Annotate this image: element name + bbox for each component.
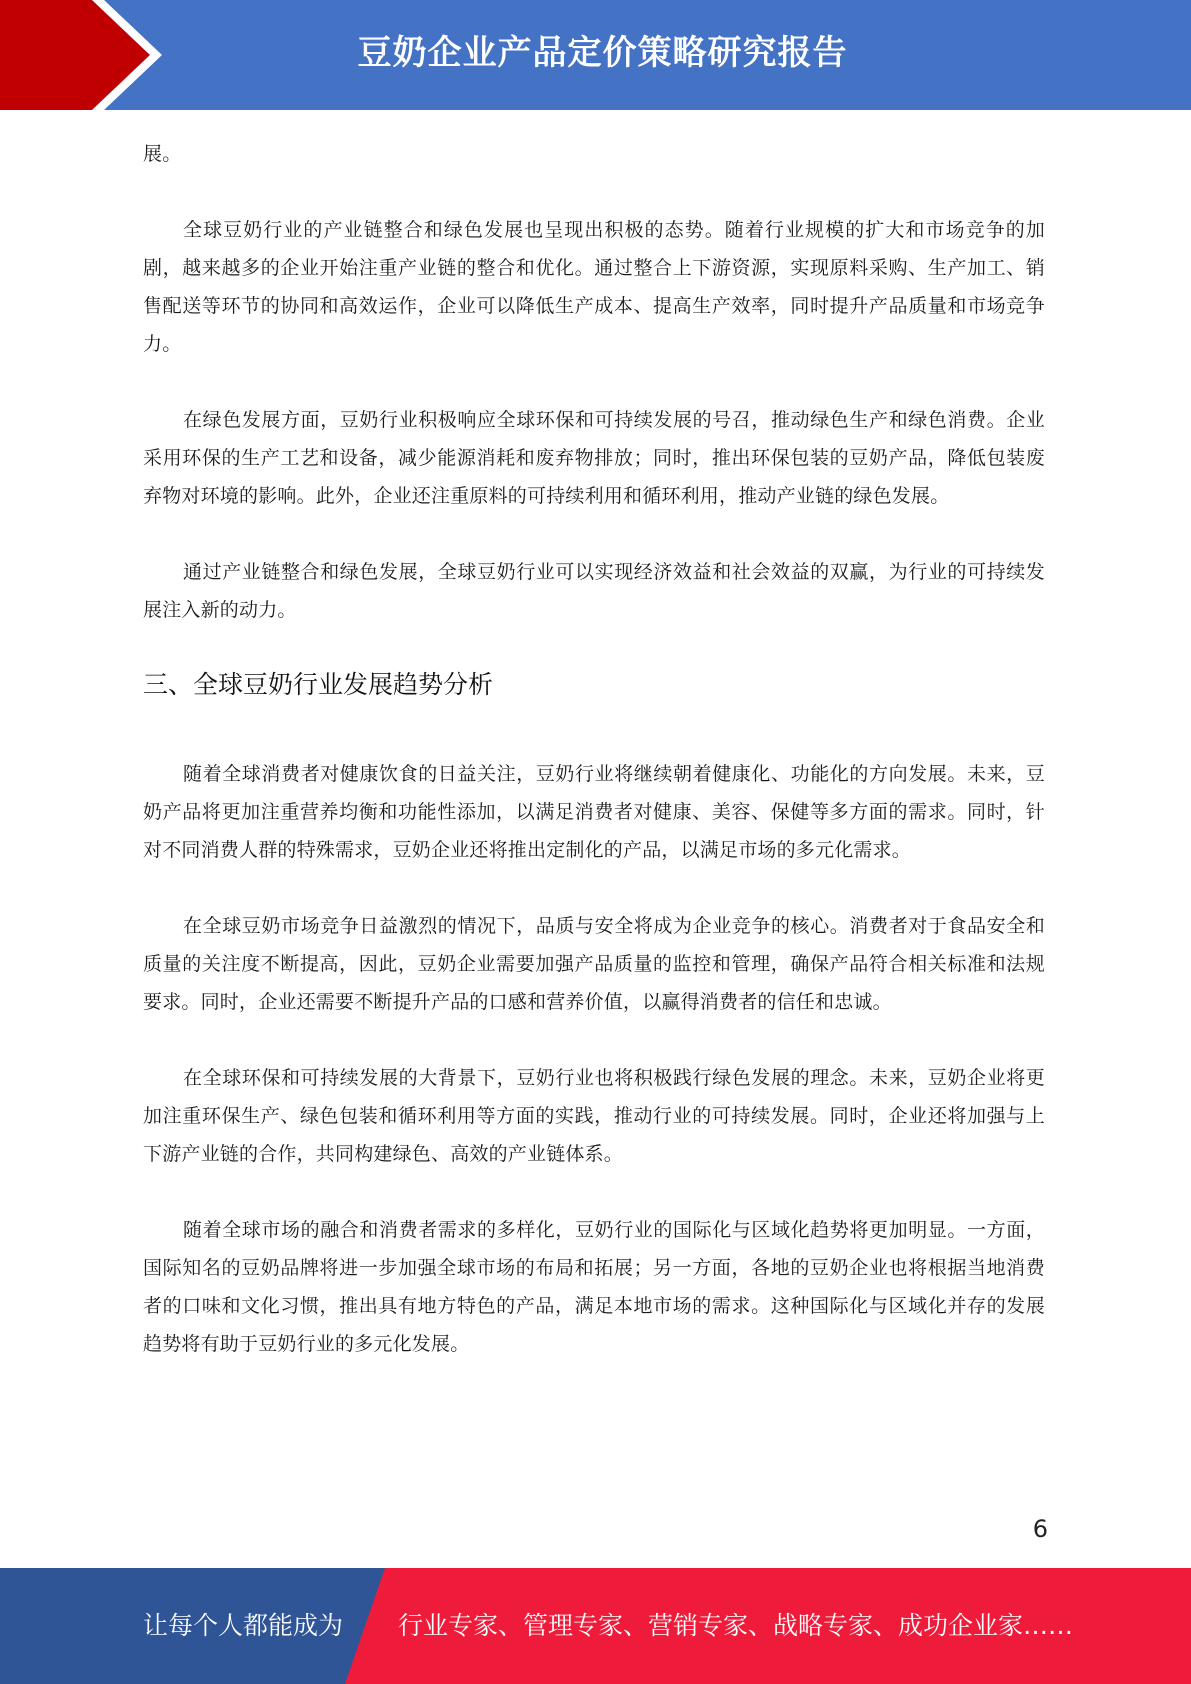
paragraph-quality-safety: 在全球豆奶市场竞争日益激烈的情况下，品质与安全将成为企业竞争的核心。消费者对于食品安全和质量的关注度不断提高，因此，豆奶企业需要加强产品质量的监控和管理，确保产品符合相关标准和法规要求。同时，企业还需要不断提升产品的口感和营养价值，以赢得消费者的信任和忠诚。 bbox=[143, 915, 1045, 1013]
page-header bbox=[0, 0, 1191, 110]
paragraph-win-win: 通过产业链整合和绿色发展，全球豆奶行业可以实现经济效益和社会效益的双赢，为行业的可持续发展注入新的动力。 bbox=[143, 561, 1045, 621]
section-heading: 三、全球豆奶行业发展趋势分析 bbox=[143, 670, 494, 699]
paragraph-continuation: 展。 bbox=[143, 143, 182, 165]
paragraph-industry-chain: 全球豆奶行业的产业链整合和绿色发展也呈现出积极的态势。随着行业规模的扩大和市场竞争的加剧，越来越多的企业开始注重产业链的整合和优化。通过整合上下游资源，实现原料采购、生产加工、销售配送等环节的协同和高效运作，企业可以降低生产成本、提高生产效率，同时提升产品质量和市场竞争力。 bbox=[143, 219, 1045, 355]
paragraph-health-trend: 随着全球消费者对健康饮食的日益关注，豆奶行业将继续朝着健康化、功能化的方向发展。未来，豆奶产品将更加注重营养均衡和功能性添加，以满足消费者对健康、美容、保健等多方面的需求。同时，针对不同消费人群的特殊需求，豆奶企业还将推出定制化的产品，以满足市场的多元化需求。 bbox=[143, 763, 1045, 861]
page-content bbox=[143, 135, 1045, 1363]
document-title: 豆奶企业产品定价策略研究报告 bbox=[357, 33, 848, 73]
page-number: 6 bbox=[1032, 1515, 1048, 1543]
paragraph-internationalization: 随着全球市场的融合和消费者需求的多样化，豆奶行业的国际化与区域化趋势将更加明显。一方面，国际知名的豆奶品牌将进一步加强全球市场的布局和拓展；另一方面，各地的豆奶企业也将根据当地消费者的口味和文化习惯，推出具有地方特色的产品，满足本地市场的需求。这种国际化与区域化并存的发展趋势将有助于豆奶行业的多元化发展。 bbox=[143, 1219, 1045, 1355]
footer-slogan-right: 行业专家、管理专家、营销专家、战略专家、成功企业家…… bbox=[398, 1611, 1074, 1640]
paragraph-green-development: 在绿色发展方面，豆奶行业积极响应全球环保和可持续发展的号召，推动绿色生产和绿色消费。企业采用环保的生产工艺和设备，减少能源消耗和废弃物排放；同时，推出环保包装的豆奶产品，降低包装废弃物对环境的影响。此外，企业还注重原料的可持续利用和循环利用，推动产业链的绿色发展。 bbox=[143, 409, 1045, 507]
footer-slogan-left: 让每个人都能成为 bbox=[143, 1611, 344, 1640]
page-footer bbox=[0, 1568, 1191, 1684]
paragraph-sustainability: 在全球环保和可持续发展的大背景下，豆奶行业也将积极践行绿色发展的理念。未来，豆奶企业将更加注重环保生产、绿色包装和循环利用等方面的实践，推动行业的可持续发展。同时，企业还将加强与上下游产业链的合作，共同构建绿色、高效的产业链体系。 bbox=[143, 1067, 1045, 1165]
